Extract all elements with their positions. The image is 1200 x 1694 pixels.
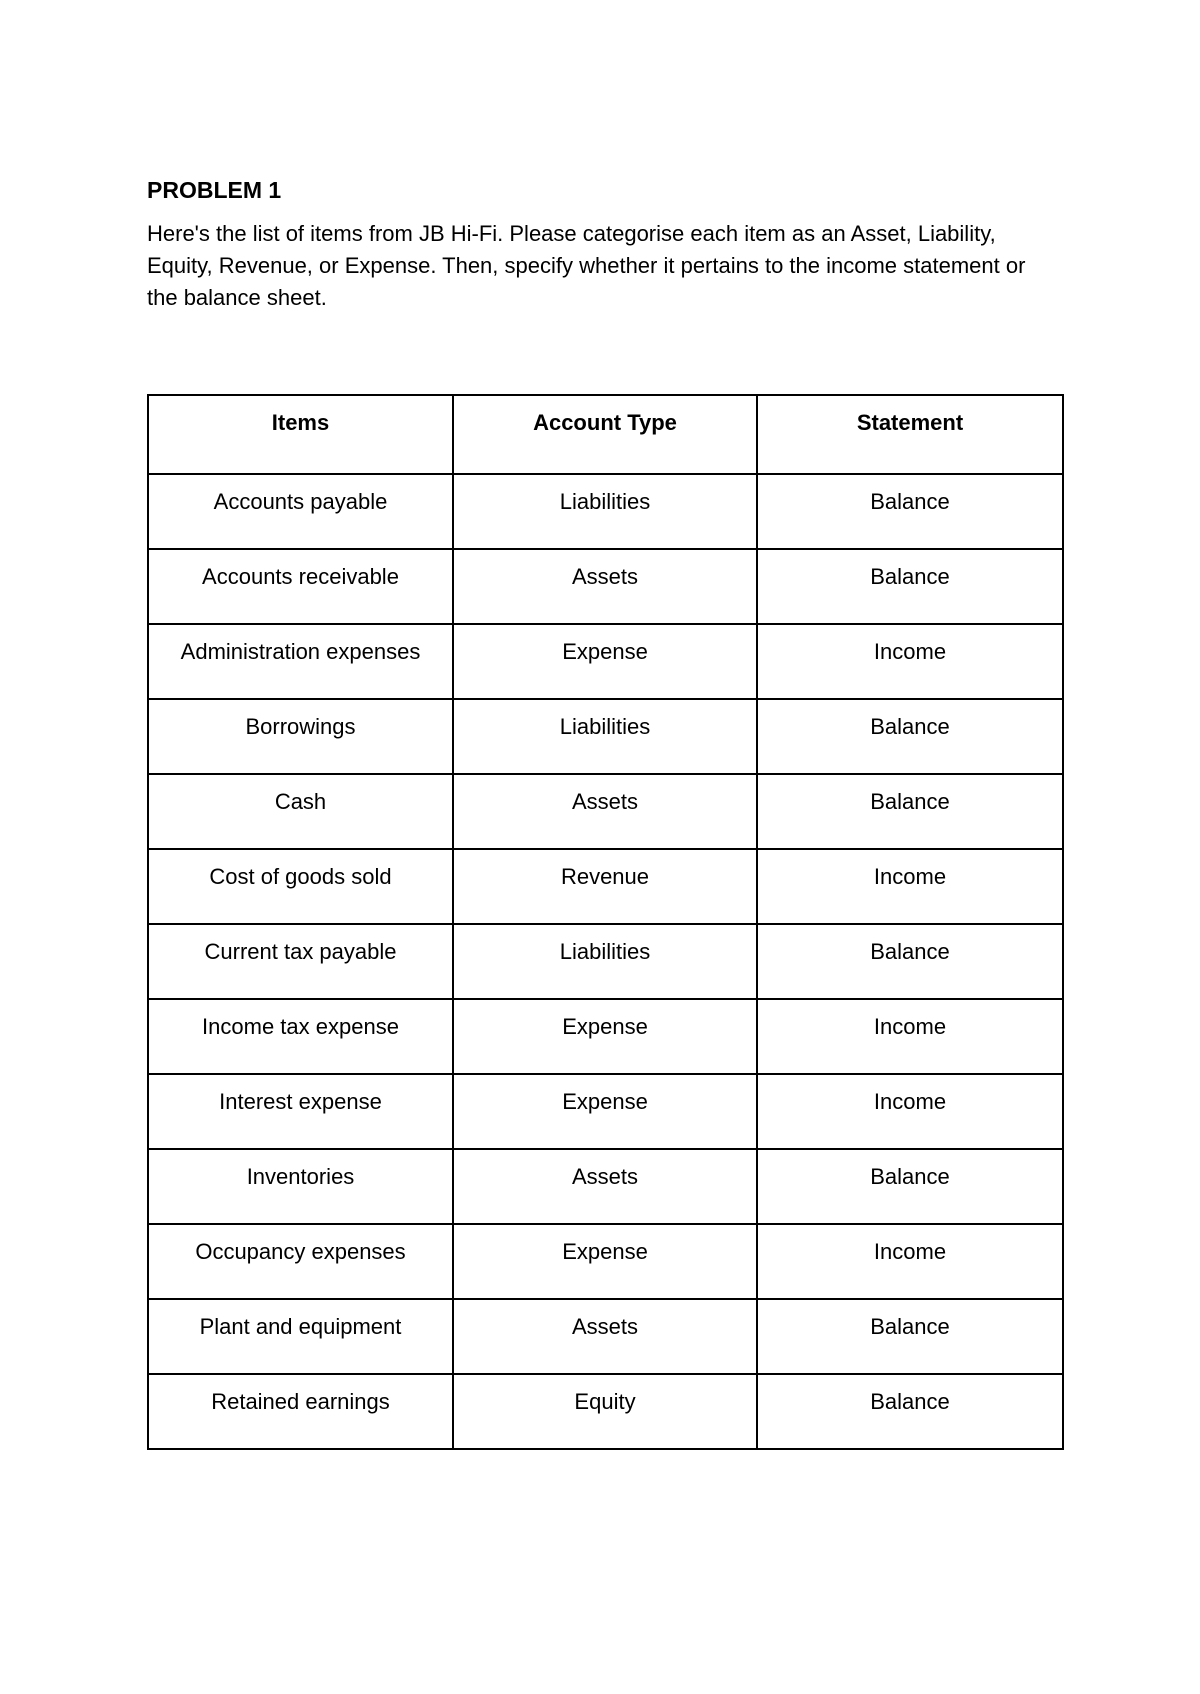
statement-cell: Balance bbox=[757, 474, 1063, 549]
item-cell: Inventories bbox=[148, 1149, 453, 1224]
account-type-cell: Assets bbox=[453, 774, 757, 849]
item-cell: Borrowings bbox=[148, 699, 453, 774]
table-row bbox=[148, 549, 1063, 624]
account-type-cell: Assets bbox=[453, 549, 757, 624]
item-cell: Occupancy expenses bbox=[148, 1224, 453, 1299]
header-statement: Statement bbox=[757, 395, 1063, 474]
account-type-cell: Liabilities bbox=[453, 474, 757, 549]
table-row bbox=[148, 774, 1063, 849]
account-type-cell: Equity bbox=[453, 1374, 757, 1449]
statement-cell: Income bbox=[757, 849, 1063, 924]
table-row bbox=[148, 1074, 1063, 1149]
item-cell: Retained earnings bbox=[148, 1374, 453, 1449]
item-cell: Current tax payable bbox=[148, 924, 453, 999]
statement-cell: Balance bbox=[757, 549, 1063, 624]
account-type-cell: Assets bbox=[453, 1299, 757, 1374]
account-type-cell: Assets bbox=[453, 1149, 757, 1224]
account-type-cell: Expense bbox=[453, 624, 757, 699]
table-row bbox=[148, 699, 1063, 774]
instructions-paragraph: Here's the list of items from JB Hi-Fi. Please categorise each item as an Asset, Liability, Equity, Revenue, or Expense. Then, specify whether it pertains to the income statement or the balance sheet. bbox=[147, 221, 1026, 310]
item-cell: Cash bbox=[148, 774, 453, 849]
account-type-cell: Liabilities bbox=[453, 924, 757, 999]
table-row bbox=[148, 1374, 1063, 1449]
item-cell: Income tax expense bbox=[148, 999, 453, 1074]
statement-cell: Balance bbox=[757, 774, 1063, 849]
statement-cell: Income bbox=[757, 1074, 1063, 1149]
statement-cell: Income bbox=[757, 1224, 1063, 1299]
account-type-cell: Liabilities bbox=[453, 699, 757, 774]
header-account-type: Account Type bbox=[453, 395, 757, 474]
account-type-cell: Revenue bbox=[453, 849, 757, 924]
table-row bbox=[148, 849, 1063, 924]
statement-cell: Balance bbox=[757, 699, 1063, 774]
item-cell: Accounts payable bbox=[148, 474, 453, 549]
header-items: Items bbox=[148, 395, 453, 474]
table-row bbox=[148, 924, 1063, 999]
statement-cell: Balance bbox=[757, 1299, 1063, 1374]
account-type-cell: Expense bbox=[453, 1224, 757, 1299]
item-cell: Interest expense bbox=[148, 1074, 453, 1149]
statement-cell: Balance bbox=[757, 924, 1063, 999]
statement-cell: Balance bbox=[757, 1149, 1063, 1224]
statement-cell: Income bbox=[757, 624, 1063, 699]
item-cell: Cost of goods sold bbox=[148, 849, 453, 924]
item-cell: Plant and equipment bbox=[148, 1299, 453, 1374]
account-type-cell: Expense bbox=[453, 999, 757, 1074]
table-row bbox=[148, 1224, 1063, 1299]
statement-cell: Income bbox=[757, 999, 1063, 1074]
item-cell: Administration expenses bbox=[148, 624, 453, 699]
classification-table bbox=[147, 394, 1064, 1450]
item-cell: Accounts receivable bbox=[148, 549, 453, 624]
table-header-row bbox=[148, 395, 1063, 474]
table-row bbox=[148, 474, 1063, 549]
statement-cell: Balance bbox=[757, 1374, 1063, 1449]
table-row bbox=[148, 624, 1063, 699]
page-title: PROBLEM 1 bbox=[147, 177, 282, 203]
table-row bbox=[148, 1149, 1063, 1224]
table-row bbox=[148, 999, 1063, 1074]
table-row bbox=[148, 1299, 1063, 1374]
account-type-cell: Expense bbox=[453, 1074, 757, 1149]
